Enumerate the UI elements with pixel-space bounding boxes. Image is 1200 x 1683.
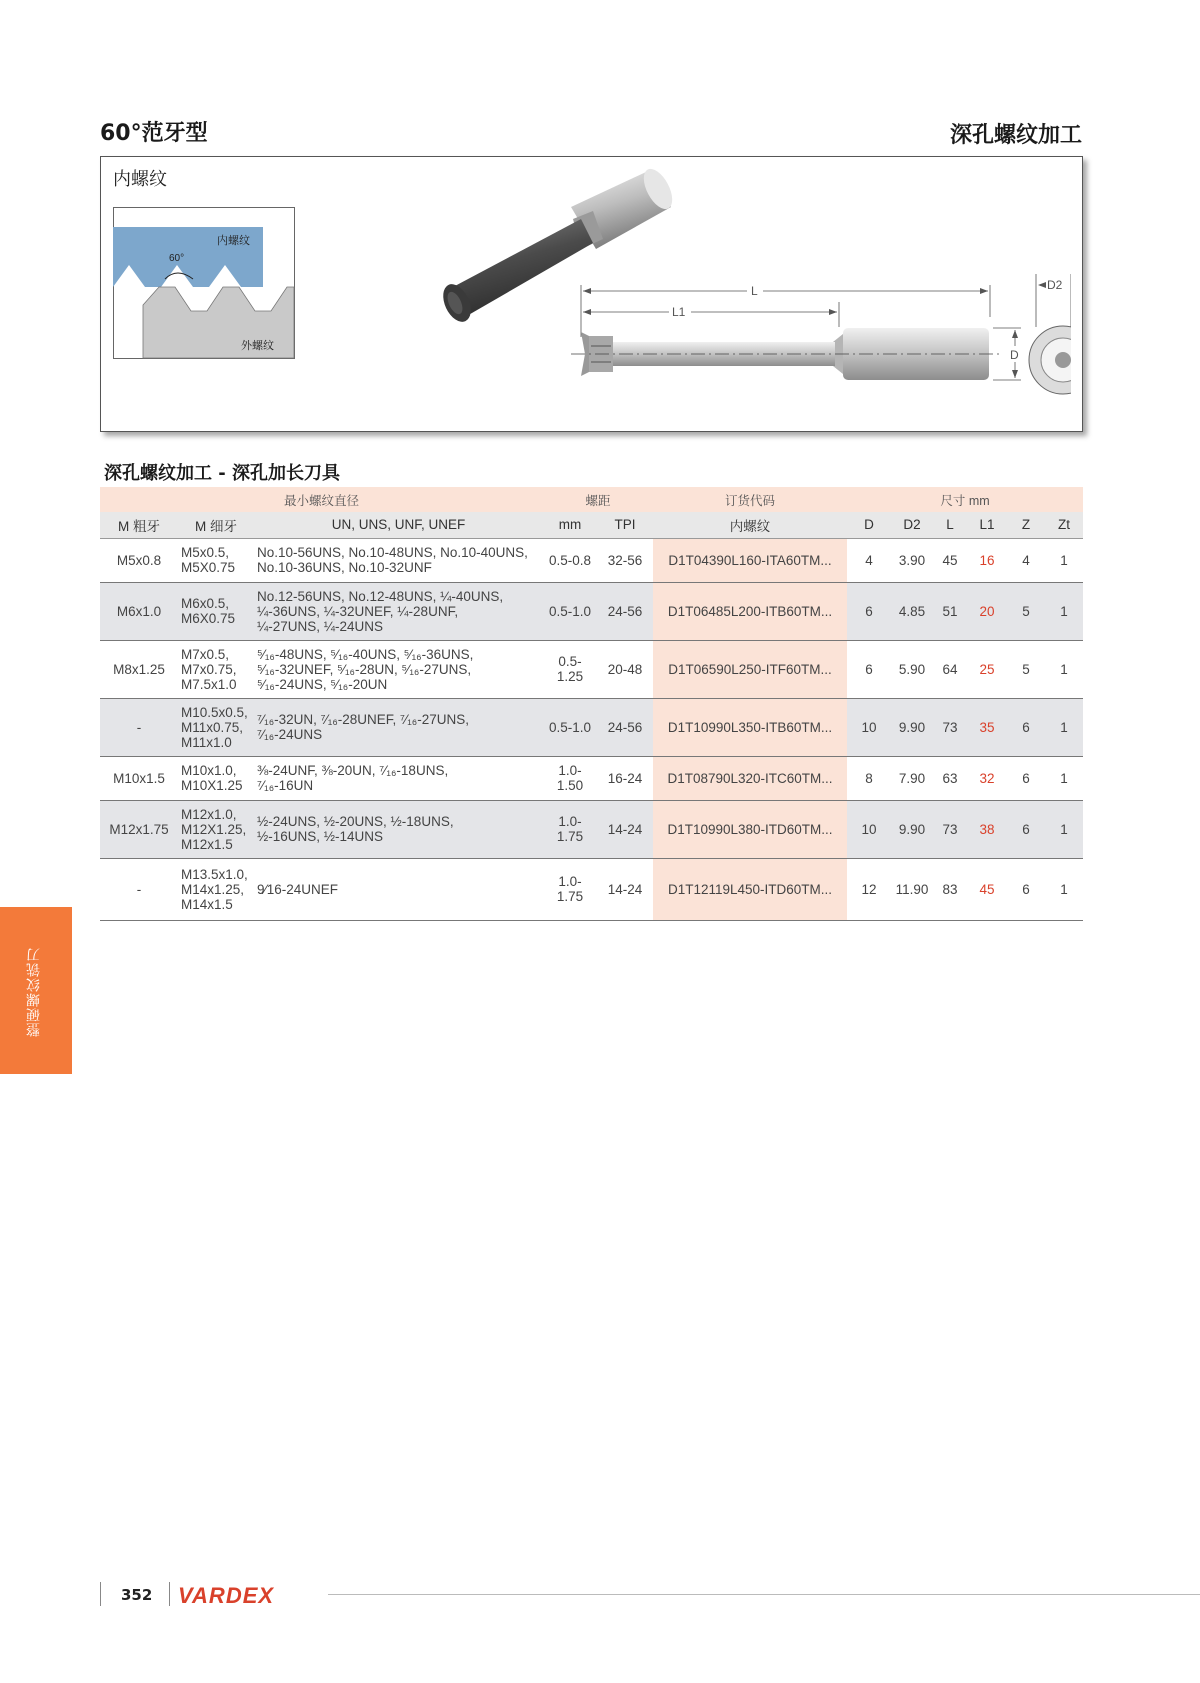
dim-L1-cell: 38: [967, 800, 1007, 858]
footer-divider: [169, 1582, 170, 1606]
fine-line: M10X1.25: [181, 778, 243, 793]
figure-label: 内螺纹: [113, 169, 167, 190]
dim-D-cell: 10: [847, 800, 891, 858]
fine-line: M5X0.75: [181, 560, 236, 575]
flutes-Z-cell: 5: [1007, 582, 1045, 640]
pitch-tpi-cell: 32-56: [597, 538, 653, 582]
pitch-mm-cell: 0.5-1.0: [543, 582, 597, 640]
pitch-tpi-cell: 24-56: [597, 698, 653, 756]
page-number: 352: [121, 1586, 153, 1604]
coarse-thread-cell: M10x1.5: [100, 756, 178, 800]
un-line: ⁵⁄₁₆-24UNS, ⁵⁄₁₆-20UN: [257, 676, 388, 692]
side-chapter-tab: [0, 907, 72, 1074]
footer-divider: [100, 1582, 101, 1606]
header-min-diameter: 最小螺纹直径: [100, 487, 543, 512]
col-Z: Z: [1007, 512, 1045, 538]
flutes-Z-cell: 6: [1007, 858, 1045, 920]
fine-line: M11x1.0: [181, 734, 232, 750]
col-tpi: TPI: [597, 512, 653, 538]
page-title: 60°范牙型: [100, 121, 208, 146]
un-thread-cell: [254, 756, 543, 800]
col-un: UN, UNS, UNF, UNEF: [254, 512, 543, 538]
flutes-Z-cell: 4: [1007, 538, 1045, 582]
fine-line: M7x0.75,: [181, 661, 237, 677]
un-thread-cell: [254, 582, 543, 640]
un-thread-cell: [254, 800, 543, 858]
un-line: ⁷⁄₁₆-24UNS: [257, 727, 323, 742]
dim-L-cell: 64: [933, 640, 967, 698]
header-order-code: 订货代码: [653, 487, 847, 512]
order-code-cell: D1T12119L450-ITD60TM...: [653, 858, 847, 920]
flutes-Z-cell: 6: [1007, 698, 1045, 756]
col-D: D: [847, 512, 891, 538]
fine-line: M13.5x1.0,: [181, 866, 248, 882]
un-line: ⁵⁄₁₆-48UNS, ⁵⁄₁₆-40UNS, ⁵⁄₁₆-36UNS,: [257, 646, 474, 662]
table-row: [100, 698, 1083, 756]
col-coarse: M 粗牙: [100, 512, 178, 538]
column-header-row: [100, 512, 1083, 538]
fine-thread-cell: [178, 858, 254, 920]
thread-profile-diagram: [113, 207, 295, 359]
un-line: No.10-56UNS, No.10-48UNS, No.10-40UNS,: [257, 545, 528, 560]
fine-line: M7.5x1.0: [181, 676, 237, 692]
un-line: ½-16UNS, ½-14UNS: [257, 829, 384, 844]
order-code-cell: D1T10990L350-ITB60TM...: [653, 698, 847, 756]
dim-D-cell: 6: [847, 640, 891, 698]
fine-thread-cell: [178, 756, 254, 800]
external-thread-label: 外螺纹: [241, 339, 274, 352]
fine-line: M7x0.5,: [181, 646, 230, 662]
order-code-cell: D1T06485L200-ITB60TM...: [653, 582, 847, 640]
col-L: L: [933, 512, 967, 538]
order-code-cell: D1T06590L250-ITF60TM...: [653, 640, 847, 698]
dim-D2-cell: 11.90: [891, 858, 933, 920]
un-line: ⁵⁄₁₆-32UNEF, ⁵⁄₁₆-28UN, ⁵⁄₁₆-27UNS,: [257, 661, 472, 677]
coarse-thread-cell: -: [100, 698, 178, 756]
fine-line: M10.5x0.5,: [181, 704, 248, 720]
teeth-Zt-cell: 1: [1045, 640, 1083, 698]
pitch-mm-cell: 1.0-1.75: [543, 858, 597, 920]
un-line: No.12-56UNS, No.12-48UNS, ¼-40UNS,: [257, 588, 504, 604]
fine-line: M12x1.5: [181, 836, 233, 852]
teeth-Zt-cell: 1: [1045, 698, 1083, 756]
un-thread-cell: [254, 698, 543, 756]
coarse-thread-cell: -: [100, 858, 178, 920]
coarse-thread-cell: M5x0.8: [100, 538, 178, 582]
coarse-thread-cell: M12x1.75: [100, 800, 178, 858]
dim-D-cell: 8: [847, 756, 891, 800]
pitch-tpi-cell: 14-24: [597, 800, 653, 858]
section-header: 深孔螺纹加工: [949, 123, 1082, 148]
pitch-mm-cell: 1.0-1.50: [543, 756, 597, 800]
un-thread-cell: [254, 858, 543, 920]
dim-L-cell: 63: [933, 756, 967, 800]
col-mm: mm: [543, 512, 597, 538]
pitch-mm-cell: 1.0-1.75: [543, 800, 597, 858]
flutes-Z-cell: 6: [1007, 800, 1045, 858]
pitch-tpi-cell: 24-56: [597, 582, 653, 640]
dim-D-cell: 6: [847, 582, 891, 640]
thread-mill-spec-table: [100, 487, 1083, 921]
flutes-Z-cell: 6: [1007, 756, 1045, 800]
un-line: ⁷⁄₁₆-32UN, ⁷⁄₁₆-28UNEF, ⁷⁄₁₆-27UNS,: [257, 712, 469, 727]
fine-thread-cell: [178, 640, 254, 698]
dim-L1-label: L1: [672, 305, 686, 319]
un-line: ⅜-24UNF, ⅜-20UN, ⁷⁄₁₆-18UNS,: [257, 763, 449, 778]
pitch-tpi-cell: 20-48: [597, 640, 653, 698]
dim-L1-cell: 32: [967, 756, 1007, 800]
dim-L-cell: 73: [933, 698, 967, 756]
teeth-Zt-cell: 1: [1045, 800, 1083, 858]
col-internal: 内螺纹: [653, 512, 847, 538]
dim-L1-cell: 25: [967, 640, 1007, 698]
dim-D2-cell: 9.90: [891, 800, 933, 858]
un-line: No.10-36UNS, No.10-32UNF: [257, 560, 432, 575]
teeth-Zt-cell: 1: [1045, 582, 1083, 640]
internal-thread-label: 内螺纹: [217, 234, 250, 247]
fine-line: M6X0.75: [181, 611, 236, 626]
col-L1: L1: [967, 512, 1007, 538]
un-line: ¼-36UNS, ¼-32UNEF, ¼-28UNF,: [257, 603, 459, 619]
un-line: ½-24UNS, ½-20UNS, ½-18UNS,: [257, 814, 454, 829]
dim-L-cell: 45: [933, 538, 967, 582]
dim-D-label: D: [1010, 348, 1019, 362]
teeth-Zt-cell: 1: [1045, 858, 1083, 920]
fine-line: M5x0.5,: [181, 545, 230, 560]
tool-dimension-drawing: [571, 272, 1071, 422]
fine-line: M12X1.25,: [181, 821, 247, 837]
dim-D2-label: D2: [1047, 278, 1063, 292]
fine-thread-cell: [178, 538, 254, 582]
dim-L1-cell: 20: [967, 582, 1007, 640]
header-dimensions: 尺寸 mm: [847, 487, 1083, 512]
fine-thread-cell: [178, 582, 254, 640]
fine-line: M14x1.25,: [181, 881, 245, 897]
fine-line: M14x1.5: [181, 896, 233, 912]
un-line: 9⁄16-24UNEF: [257, 881, 339, 897]
un-line: ⁷⁄₁₆-16UN: [257, 778, 314, 793]
header-pitch: 螺距: [543, 487, 653, 512]
fine-line: M12x1.0,: [181, 806, 237, 822]
flutes-Z-cell: 5: [1007, 640, 1045, 698]
table-row: [100, 538, 1083, 582]
pitch-tpi-cell: 16-24: [597, 756, 653, 800]
dim-L-cell: 73: [933, 800, 967, 858]
fine-line: M10x1.0,: [181, 763, 237, 778]
order-code-cell: D1T10990L380-ITD60TM...: [653, 800, 847, 858]
order-code-cell: D1T08790L320-ITC60TM...: [653, 756, 847, 800]
dim-D-cell: 12: [847, 858, 891, 920]
dim-D2-cell: 4.85: [891, 582, 933, 640]
table-row: [100, 756, 1083, 800]
un-thread-cell: [254, 538, 543, 582]
dim-D-cell: 10: [847, 698, 891, 756]
pitch-mm-cell: 0.5-0.8: [543, 538, 597, 582]
teeth-Zt-cell: 1: [1045, 756, 1083, 800]
teeth-Zt-cell: 1: [1045, 538, 1083, 582]
dim-L1-cell: 35: [967, 698, 1007, 756]
pitch-tpi-cell: 14-24: [597, 858, 653, 920]
dim-L-cell: 83: [933, 858, 967, 920]
brand-logo: VARDEX: [178, 1583, 275, 1608]
side-tab-label: 整硬螺纹铣刀: [26, 947, 42, 1037]
col-Zt: Zt: [1045, 512, 1083, 538]
dim-L-label: L: [751, 284, 758, 298]
fine-line: M11x0.75,: [181, 719, 244, 735]
fine-thread-cell: [178, 698, 254, 756]
order-code-cell: D1T04390L160-ITA60TM...: [653, 538, 847, 582]
col-D2: D2: [891, 512, 933, 538]
dim-L-cell: 51: [933, 582, 967, 640]
pitch-mm-cell: 0.5-1.25: [543, 640, 597, 698]
footer-rule: [328, 1594, 1200, 1595]
table-row: [100, 800, 1083, 858]
coarse-thread-cell: M8x1.25: [100, 640, 178, 698]
pitch-mm-cell: 0.5-1.0: [543, 698, 597, 756]
thread-angle-label: 60°: [169, 253, 185, 264]
table-row: [100, 640, 1083, 698]
dim-D2-cell: 7.90: [891, 756, 933, 800]
tool-figure-box: [100, 156, 1083, 432]
col-fine: M 细牙: [178, 512, 254, 538]
dim-D2-cell: 9.90: [891, 698, 933, 756]
un-thread-cell: [254, 640, 543, 698]
coarse-thread-cell: M6x1.0: [100, 582, 178, 640]
un-line: ¼-27UNS, ¼-24UNS: [257, 618, 384, 634]
fine-line: M6x0.5,: [181, 596, 230, 611]
table-section-title: 深孔螺纹加工 - 深孔加长刀具: [104, 463, 341, 484]
dim-D2-cell: 5.90: [891, 640, 933, 698]
table-row: [100, 582, 1083, 640]
fine-thread-cell: [178, 800, 254, 858]
dim-D-cell: 4: [847, 538, 891, 582]
dim-L1-cell: 16: [967, 538, 1007, 582]
dim-D2-cell: 3.90: [891, 538, 933, 582]
table-row: [100, 858, 1083, 920]
dim-L1-cell: 45: [967, 858, 1007, 920]
